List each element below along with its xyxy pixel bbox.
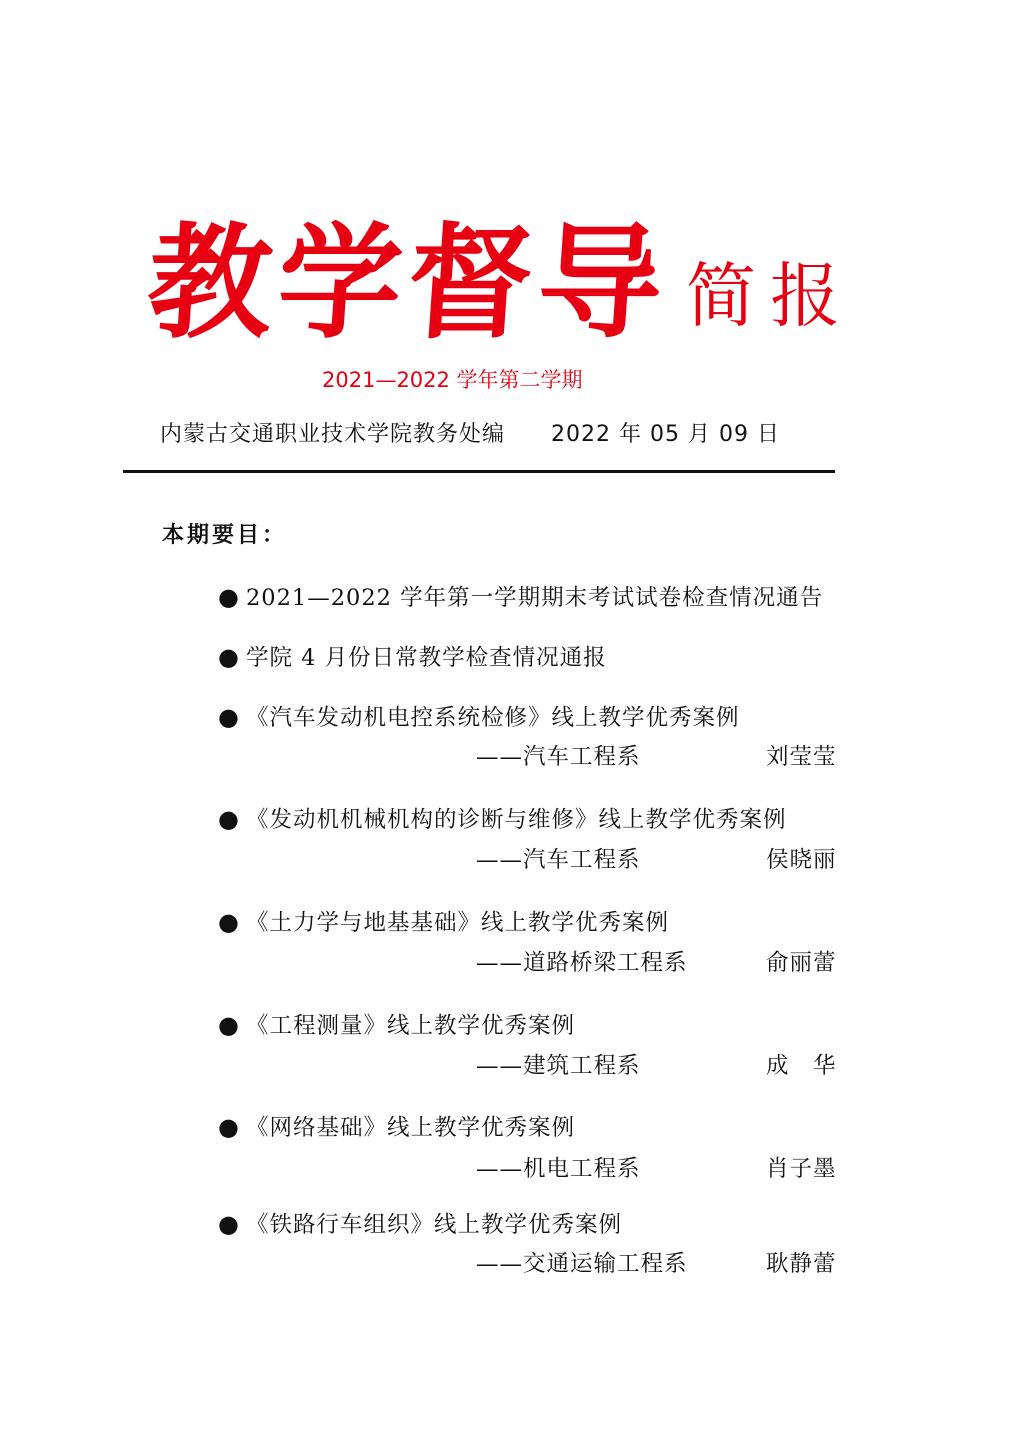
contents-item-author: 耿静蕾 [766, 1251, 837, 1277]
bullet-icon: ● [218, 805, 240, 833]
contents-item-title: 《发动机机械机构的诊断与维修》线上教学优秀案例 [245, 807, 787, 833]
contents-heading: 本期要目： [162, 522, 288, 548]
contents-item[interactable] [218, 700, 739, 735]
contents-item-department: ——交通运输工程系 [476, 1251, 688, 1277]
contents-item-byline [476, 1247, 837, 1281]
contents-item-byline [476, 1152, 837, 1186]
contents-item[interactable] [218, 905, 669, 940]
contents-item-author: 肖子墨 [766, 1156, 837, 1182]
bullet-icon: ● [218, 908, 240, 936]
contents-item-byline [476, 843, 837, 877]
contents-item[interactable] [218, 802, 786, 837]
bullet-icon: ● [218, 643, 240, 671]
contents-item-department: ——道路桥梁工程系 [476, 950, 688, 976]
bullet-icon: ● [218, 1113, 240, 1141]
contents-item[interactable] [218, 1207, 622, 1242]
contents-item-department: ——汽车工程系 [476, 744, 641, 770]
term-line: 2021—2022 学年第二学期 [322, 368, 583, 392]
masthead-title-main: 教学督导 [142, 211, 674, 356]
bullet-icon: ● [218, 583, 240, 611]
contents-item[interactable] [218, 580, 823, 615]
contents-item-byline [476, 946, 837, 980]
bullet-icon: ● [218, 703, 240, 731]
contents-item-byline [476, 1049, 837, 1083]
masthead-title [142, 211, 855, 356]
issue-date: 2022 年 05 月 09 日 [551, 422, 780, 447]
issue-line [160, 418, 780, 452]
contents-item-author: 侯晓丽 [766, 847, 837, 873]
contents-item-title: 学院 4 月份日常教学检查情况通报 [245, 645, 607, 671]
contents-item-department: ——建筑工程系 [476, 1053, 641, 1079]
bullet-icon: ● [218, 1210, 240, 1238]
contents-item-title: 《铁路行车组织》线上教学优秀案例 [245, 1212, 622, 1238]
contents-item-department: ——汽车工程系 [476, 847, 641, 873]
contents-item-title: 《工程测量》线上教学优秀案例 [245, 1013, 575, 1039]
contents-item-title: 《网络基础》线上教学优秀案例 [245, 1115, 575, 1141]
bullet-icon: ● [218, 1011, 240, 1039]
contents-item-author: 成 华 [766, 1053, 837, 1079]
contents-item[interactable] [218, 1008, 575, 1043]
contents-item-title: 2021—2022 学年第一学期期末考试试卷检查情况通告 [245, 585, 824, 611]
contents-item-author: 刘莹莹 [766, 744, 837, 770]
contents-item-byline [476, 740, 837, 774]
contents-item[interactable] [218, 1110, 575, 1145]
contents-item-author: 俞丽蕾 [766, 950, 837, 976]
contents-item-department: ——机电工程系 [476, 1156, 641, 1182]
contents-item-title: 《汽车发动机电控系统检修》线上教学优秀案例 [245, 705, 740, 731]
issue-editor: 内蒙古交通职业技术学院教务处编 [160, 422, 506, 447]
header-divider [123, 470, 835, 473]
contents-item[interactable] [218, 640, 607, 675]
masthead-title-sub: 简报 [686, 255, 855, 337]
contents-item-title: 《土力学与地基基础》线上教学优秀案例 [245, 910, 669, 936]
